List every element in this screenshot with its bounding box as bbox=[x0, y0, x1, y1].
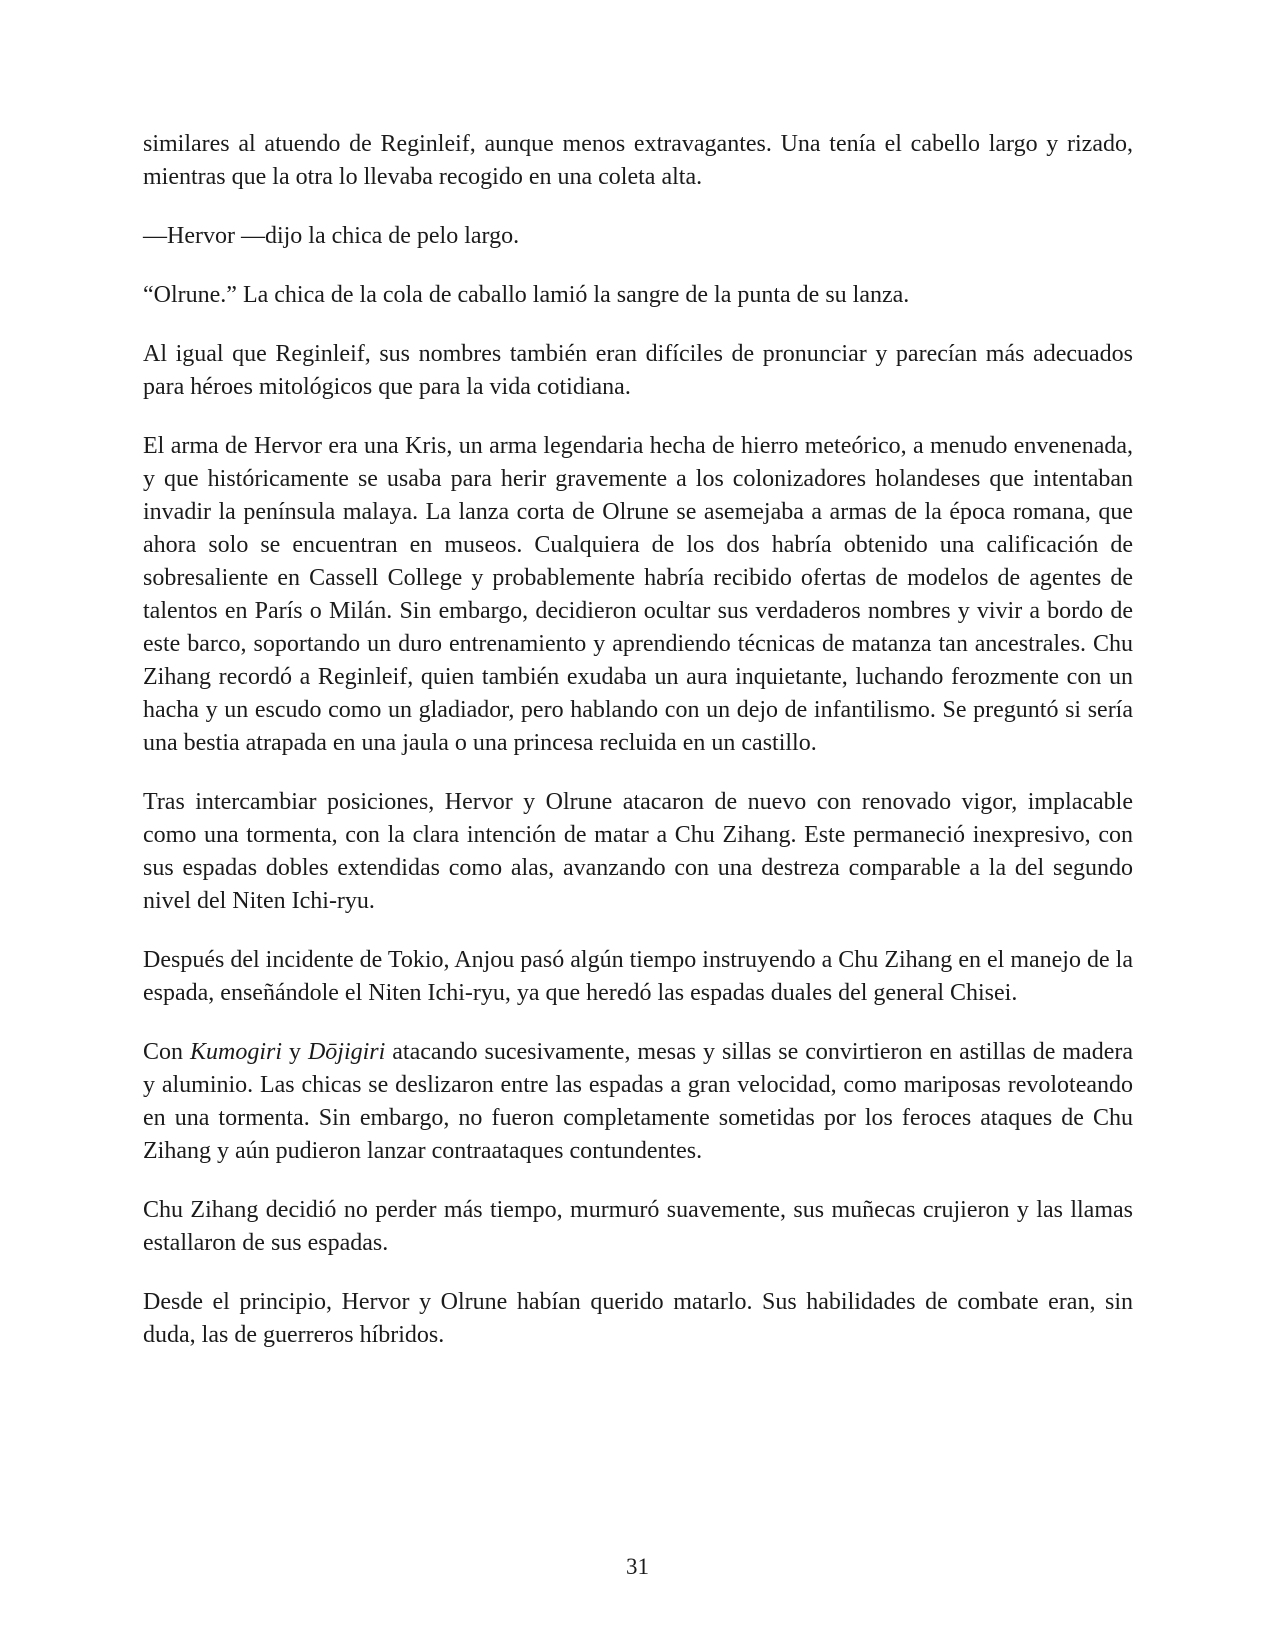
text-run: Desde el principio, Hervor y Olrune habían querido matarlo. Sus habilidades de combate eran, sin duda, las de guerreros híbridos. bbox=[143, 1289, 1133, 1348]
text-run: “Olrune.” La chica de la cola de caballo lamió la sangre de la punta de su lanza. bbox=[143, 282, 910, 308]
paragraph-8 bbox=[143, 1036, 1133, 1168]
paragraph-9 bbox=[143, 1194, 1133, 1260]
text-run: Tras intercambiar posiciones, Hervor y Olrune atacaron de nuevo con renovado vigor, implacable como una tormenta, con la clara intención de matar a Chu Zihang. Este permaneció inexpresivo, con sus espadas dobles extendidas como alas, avanzando con una destreza comparable a la del segundo nivel del Niten Ichi-ryu. bbox=[143, 789, 1133, 914]
text-run: Chu Zihang decidió no perder más tiempo, murmuró suavemente, sus muñecas crujieron y las llamas estallaron de sus espadas. bbox=[143, 1197, 1133, 1256]
paragraph-6 bbox=[143, 786, 1133, 918]
paragraph-10 bbox=[143, 1286, 1133, 1352]
text-run: El arma de Hervor era una Kris, un arma legendaria hecha de hierro meteórico, a menudo envenenada, y que históricamente se usaba para herir gravemente a los colonizadores holandeses que intentaban invadir la península malaya. La lanza corta de Olrune se asemejaba a armas de la época romana, que ahora solo se encuentran en museos. Cualquiera de los dos habría obtenido una calificación de sobresaliente en Cassell College y probablemente habría recibido ofertas de modelos de agentes de talentos en París o Milán. Sin embargo, decidieron ocultar sus verdaderos nombres y vivir a bordo de este barco, soportando un duro entrenamiento y aprendiendo técnicas de matanza tan ancestrales. Chu Zihang recordó a Reginleif, quien también exudaba un aura inquietante, luchando ferozmente con un hacha y un escudo como un gladiador, pero hablando con un dejo de infantilismo. Se preguntó si sería una bestia atrapada en una jaula o una princesa recluida en un castillo. bbox=[143, 433, 1133, 756]
paragraph-4 bbox=[143, 338, 1133, 404]
italic-term: Kumogiri bbox=[189, 1039, 282, 1065]
text-run: atacando sucesivamente, mesas y sillas se convirtieron en astillas de madera y aluminio. Las chicas se deslizaron entre las espadas a gran velocidad, como mariposas revoloteando en una tormenta. Sin embargo, no fueron completamente sometidas por los feroces ataques de Chu Zihang y aún pudieron lanzar contraataques contundentes. bbox=[143, 1039, 1133, 1164]
paragraph-3 bbox=[143, 279, 1133, 312]
text-run: —Hervor —dijo la chica de pelo largo. bbox=[143, 223, 520, 249]
text-run: similares al atuendo de Reginleif, aunque menos extravagantes. Una tenía el cabello largo y rizado, mientras que la otra lo llevaba recogido en una coleta alta. bbox=[143, 131, 1133, 190]
italic-term: Dōjigiri bbox=[307, 1039, 386, 1065]
text-run: Con bbox=[143, 1039, 190, 1065]
paragraph-1 bbox=[143, 128, 1133, 194]
page-number: 31 bbox=[626, 1554, 649, 1579]
text-run: Después del incidente de Tokio, Anjou pasó algún tiempo instruyendo a Chu Zihang en el manejo de la espada, enseñándole el Niten Ichi-ryu, ya que heredó las espadas duales del general Chisei. bbox=[143, 947, 1133, 1006]
text-run: Al igual que Reginleif, sus nombres también eran difíciles de pronunciar y parecían más adecuados para héroes mitológicos que para la vida cotidiana. bbox=[143, 341, 1133, 400]
paragraph-2 bbox=[143, 220, 1133, 253]
page-body bbox=[143, 128, 1133, 1352]
paragraph-5 bbox=[143, 430, 1133, 760]
paragraph-7 bbox=[143, 944, 1133, 1010]
text-run: y bbox=[282, 1039, 308, 1065]
